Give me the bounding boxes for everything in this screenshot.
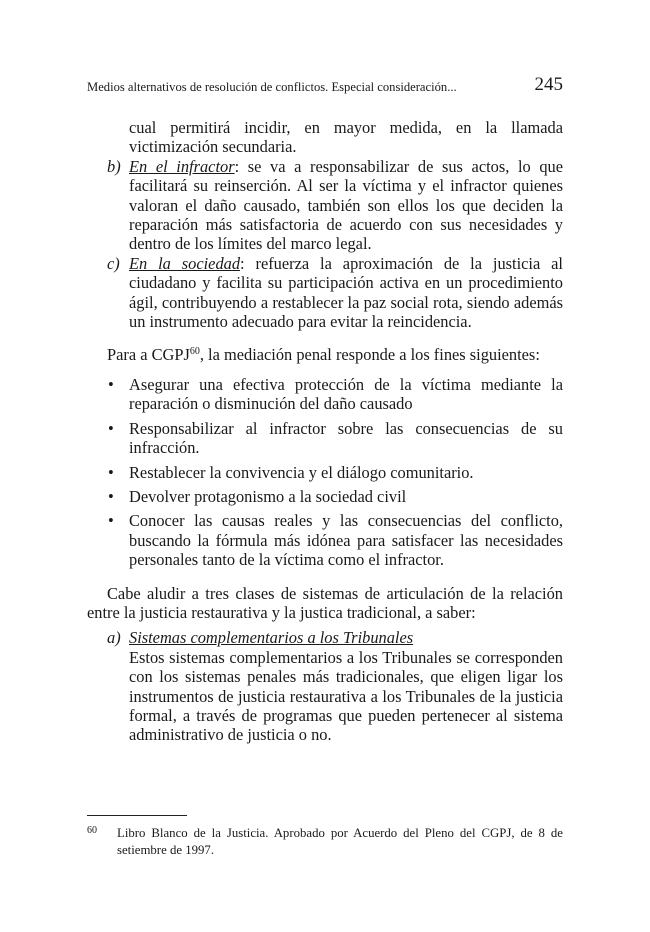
list-item-infractor <box>87 157 563 254</box>
running-title: Medios alternativos de resolución de conflictos. Especial consideración... <box>87 80 457 94</box>
bullet-symbol: • <box>108 462 114 482</box>
footnote-divider <box>87 815 187 816</box>
bullet-text: Responsabilizar al infractor sobre las consecuencias de su infracción. <box>129 418 563 458</box>
subsection-title: Sistemas complementarios a los Tribunales <box>129 628 414 648</box>
footnote-text: Libro Blanco de la Justicia. Aprobado por Acuerdo del Pleno del CGPJ, de 8 de setiembre de 1997. <box>117 826 563 857</box>
paragraph-text: Para a CGPJ <box>107 345 190 365</box>
page-number: 245 <box>534 74 563 95</box>
list-item-text: : se va a responsabilizar de sus actos, lo que facilitará su reinserción. Al ser la víctima y el infractor quienes valoran el daño causado, también son ellos los que deciden la reparación más satisfactoria de acuerdo con sus necesidades y dentro de los límites del marco legal. <box>129 156 563 254</box>
list-item-label: En la sociedad <box>129 253 241 273</box>
footnote-reference: 60 <box>189 346 200 358</box>
bullet-text: Conocer las causas reales y las consecuencias del conflicto, buscando la fórmula más idónea para satisfacer las necesidades personales tanto de la víctima como el infractor. <box>129 511 563 570</box>
bullet-item <box>87 463 563 482</box>
bullet-text: Asegurar una efectiva protección de la víctima mediante la reparación o disminución del daño causado <box>129 374 563 414</box>
bullet-item <box>87 419 563 458</box>
list-item-text: : refuerza la aproximación de la justicia al ciudadano y facilita su participación activa en un procedimiento ágil, contribuyendo a restablecer la paz social rota, siendo además un instrumento adecuado para evitar la reincidencia. <box>129 253 563 332</box>
bullet-symbol: • <box>108 511 114 531</box>
subsection-marker: a) <box>107 628 121 648</box>
footnote-number: 60 <box>87 825 97 836</box>
continuation-text: cual permitirá incidir, en mayor medida, en la llamada victimización secundaria. <box>129 118 563 157</box>
footnote <box>87 825 563 859</box>
list-item-label: En el infractor <box>129 156 235 176</box>
paragraph-cgpj <box>87 345 563 364</box>
bullet-text: Restablecer la convivencia y el diálogo comunitario. <box>129 462 474 482</box>
paragraph-text: , la mediación penal responde a los fines siguientes: <box>199 345 540 365</box>
subsection-text: Estos sistemas complementarios a los Tribunales se corresponden con los sistemas penales más tradicionales, que eligen ligar los instrumentos de justicia restaurativa a los Tribunales de la justicia formal, a través de programas que pueden pertenecer al sistema administrativo de justicia o no. <box>129 647 563 745</box>
page-body <box>87 114 563 745</box>
bullet-list <box>87 375 563 570</box>
paragraph-sistemas: Cabe aludir a tres clases de sistemas de articulación de la relación entre la justicia restaurativa y la justica tradicional, a saber: <box>87 583 563 622</box>
bullet-symbol: • <box>108 374 114 394</box>
subsection-heading <box>87 628 563 647</box>
bullet-item <box>87 487 563 506</box>
list-marker: b) <box>107 156 121 176</box>
bullet-item <box>87 511 563 569</box>
bullet-item <box>87 375 563 414</box>
list-marker: c) <box>107 253 120 273</box>
list-item-sociedad <box>87 254 563 332</box>
running-header <box>87 74 563 98</box>
bullet-symbol: • <box>108 486 114 506</box>
bullet-text: Devolver protagonismo a la sociedad civil <box>129 486 407 506</box>
bullet-symbol: • <box>108 418 114 438</box>
